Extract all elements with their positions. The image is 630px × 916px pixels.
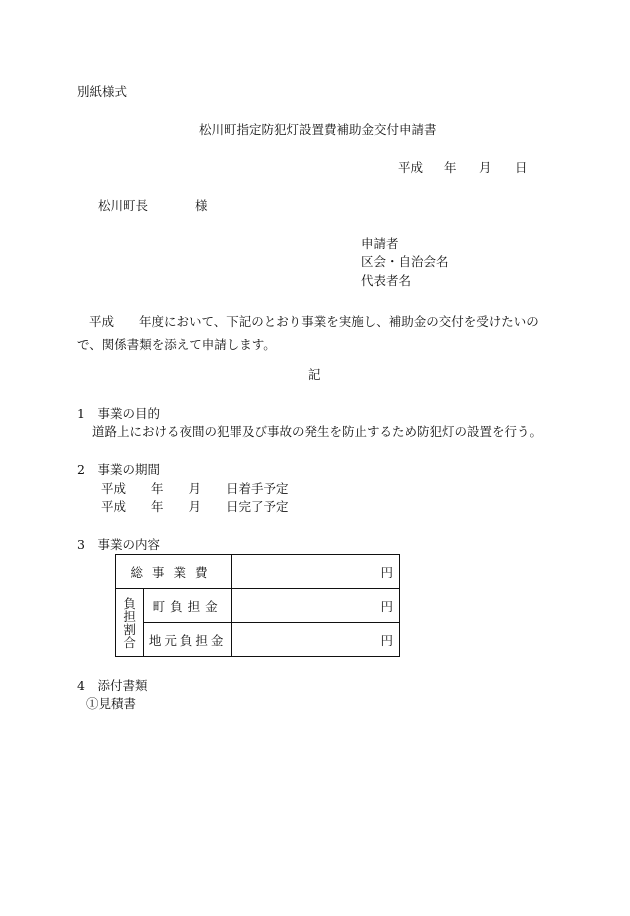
town-burden-amount: 円 <box>232 589 400 623</box>
section-1-content: 道路上における夜間の犯罪及び事故の発生を防止するため防犯灯の設置を行う。 <box>92 424 543 439</box>
attachment-item-1: ①見積書 <box>86 696 137 711</box>
total-cost-label: 総事業費 <box>116 555 232 589</box>
applicant-rep-label: 代表者名 <box>361 273 412 288</box>
date-day: 日 <box>515 160 528 175</box>
cost-table <box>115 554 400 657</box>
body-paragraph: 平成 年度において、下記のとおり事業を実施し、補助金の交付を受けたいので、関係書類を添えて申請します。 <box>77 314 539 352</box>
burden-ratio-label <box>116 589 144 657</box>
burden-char-3: 割 <box>123 621 136 637</box>
page-title: 松川町指定防犯灯設置費補助金交付申請書 <box>199 122 437 137</box>
section-4-heading: 4 添付書類 <box>77 678 148 693</box>
section-1-heading: 1 事業の目的 <box>77 406 160 421</box>
date-year: 年 <box>444 160 457 175</box>
section-2-heading: 2 事業の期間 <box>77 462 160 477</box>
table-row-town <box>116 589 400 623</box>
local-burden-amount: 円 <box>232 623 400 657</box>
burden-char-1: 負 <box>123 595 136 611</box>
town-burden-label: 町負担金 <box>144 589 232 623</box>
local-burden-label: 地元負担金 <box>144 623 232 657</box>
applicant-label: 申請者 <box>361 236 399 251</box>
burden-char-4: 合 <box>123 634 136 650</box>
form-label: 別紙様式 <box>77 84 128 99</box>
section-2-start: 平成 年 月 日着手予定 <box>101 481 289 496</box>
date-month: 月 <box>479 160 492 175</box>
burden-char-2: 担 <box>123 608 136 624</box>
addressee-honorific: 様 <box>195 198 208 213</box>
addressee-name: 松川町長 <box>98 198 149 213</box>
section-3-heading: 3 事業の内容 <box>77 537 160 552</box>
ki-heading: 記 <box>308 367 321 382</box>
table-row-total <box>116 555 400 589</box>
applicant-org-label: 区会・自治会名 <box>361 254 449 269</box>
date-era: 平成 <box>398 160 424 175</box>
table-row-local <box>116 623 400 657</box>
total-cost-amount: 円 <box>232 555 400 589</box>
section-2-end: 平成 年 月 日完了予定 <box>101 499 289 514</box>
